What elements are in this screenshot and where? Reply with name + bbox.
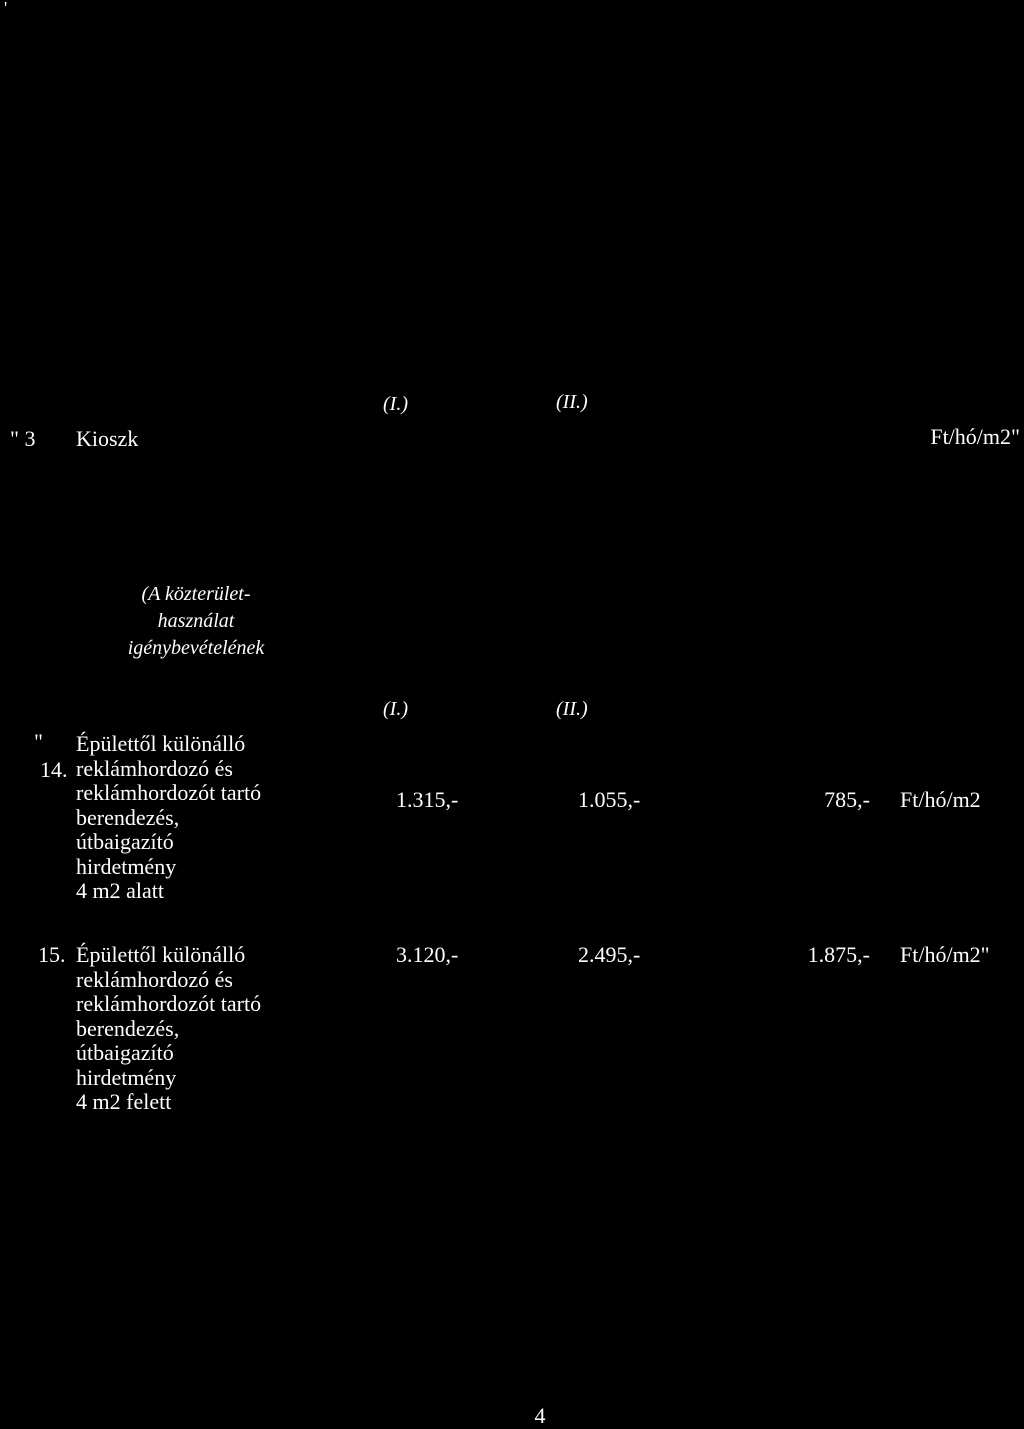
row15-value-3: 1.875,- <box>807 942 870 967</box>
row15-value-1: 3.120,- <box>396 942 459 967</box>
row14-description-line: reklámhordozót tartó <box>76 780 262 805</box>
row14-description-line: berendezés, <box>76 804 180 830</box>
row14-description-line: útbaigazító <box>76 829 174 854</box>
row14-unit: Ft/hó/m2 <box>900 787 981 812</box>
section-heading <box>96 581 296 662</box>
top-mark: ' <box>4 0 8 18</box>
row14-description-line: reklámhordozó és <box>76 755 233 781</box>
row15-value-2: 2.495,- <box>578 942 641 967</box>
row15-description <box>76 943 366 1115</box>
row3-col2-header: (II.) <box>556 391 588 413</box>
row3-label: Kioszk <box>76 426 139 451</box>
row14-value-1: 1.315,- <box>396 787 459 812</box>
row14-value-2: 1.055,- <box>578 787 641 812</box>
row15-description-line: 4 m2 felett <box>76 1089 172 1114</box>
section-heading-line: igénybevételének <box>127 637 265 659</box>
row15-unit: Ft/hó/m2" <box>900 942 990 967</box>
row14-description-line: 4 m2 alatt <box>76 878 164 903</box>
row14-number: 14. <box>40 757 68 782</box>
row14-value-3: 785,- <box>824 787 870 812</box>
col2-header: (II.) <box>556 698 588 720</box>
row15-description-line: reklámhordozót tartó <box>76 991 262 1016</box>
row3-marker: " 3 <box>10 426 36 451</box>
row3-col1-header: (I.) <box>383 393 408 415</box>
row14-description-line: Épülettől különálló <box>76 731 246 756</box>
row15-description-line: berendezés, <box>76 1015 180 1041</box>
row3-unit: Ft/hó/m2" <box>930 424 1020 449</box>
page-number: 4 <box>534 1403 546 1428</box>
section-heading-line: (A közterület- <box>141 583 251 605</box>
section-heading-line: használat <box>157 610 235 632</box>
row15-description-line: Épülettől különálló <box>76 942 246 967</box>
row14-quote: " <box>34 729 43 754</box>
row14-description-line: hirdetmény <box>76 853 177 879</box>
row15-description-line: útbaigazító <box>76 1040 174 1065</box>
row14-description <box>76 732 366 904</box>
row15-description-line: hirdetmény <box>76 1064 177 1090</box>
row15-description-line: reklámhordozó és <box>76 966 233 992</box>
col1-header: (I.) <box>383 698 408 720</box>
row15-number: 15. <box>38 942 66 967</box>
